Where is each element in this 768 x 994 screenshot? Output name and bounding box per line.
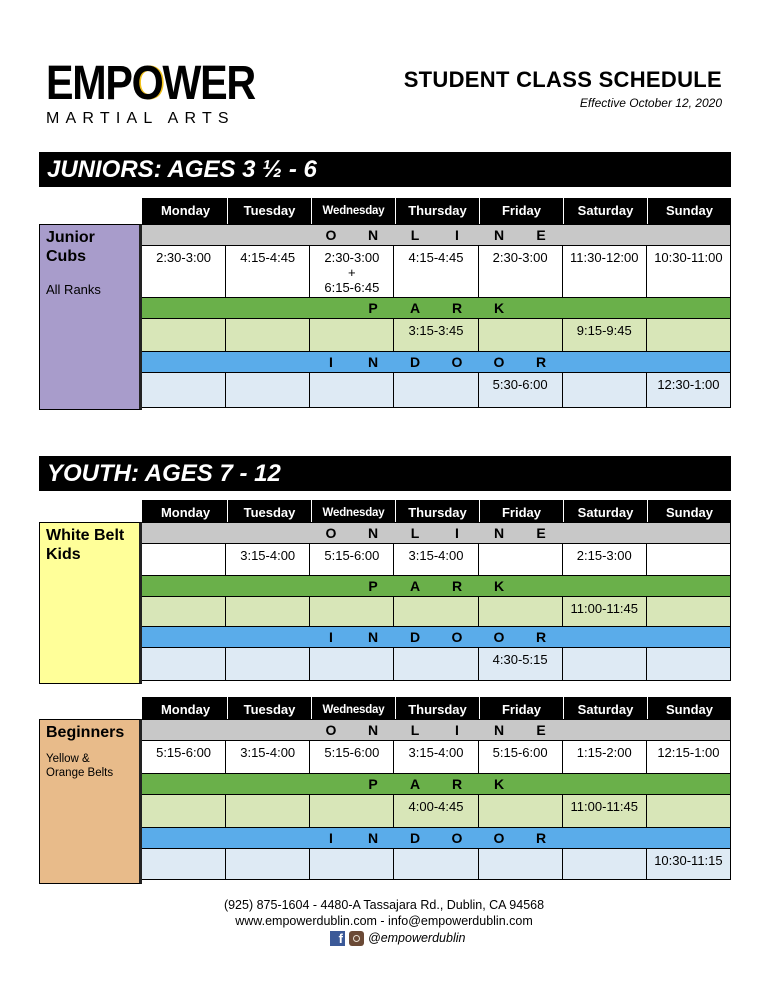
social-handle[interactable]: @empowerdublin (368, 931, 466, 945)
time-cell: 4:15-4:45 (393, 246, 477, 297)
time-cell: 2:30-3:00 (478, 246, 562, 297)
time-cell: 3:15-4:00 (393, 741, 477, 773)
time-cell: 1:15-2:00 (562, 741, 646, 773)
logo-wordmark: EMPOWER (46, 57, 255, 110)
time-cell (478, 597, 562, 626)
time-cell: 3:15-4:00 (393, 544, 477, 575)
class-label-junior-cubs (39, 224, 142, 410)
time-cell: 4:30-5:15 (478, 648, 562, 680)
time-cell: 12:30-1:00 (646, 373, 730, 407)
logo-tagline: MARTIAL ARTS (46, 110, 235, 127)
class-title: Cubs (46, 248, 86, 265)
day-header: Thursday (396, 198, 480, 224)
time-cell (478, 544, 562, 575)
time-cell: 11:30-12:00 (562, 246, 646, 297)
time-cell (142, 544, 225, 575)
time-cell: 12:15-1:00 (646, 741, 730, 773)
time-cell (646, 648, 730, 680)
time-cell (562, 373, 646, 407)
time-cell (309, 795, 393, 827)
indoor-bar: I N D O O R (142, 827, 730, 848)
schedule-grid (142, 224, 731, 408)
time-cell (309, 597, 393, 626)
class-title: White Belt (46, 527, 125, 544)
day-header: Wednesday (312, 697, 396, 723)
indoor-bar: I N D O O R (142, 626, 730, 647)
time-cell (393, 648, 477, 680)
time-cell: 11:00-11:45 (562, 597, 646, 626)
time-cell: 9:15-9:45 (562, 319, 646, 351)
time-cell (225, 319, 309, 351)
class-label-beginners (39, 719, 142, 884)
time-cell (478, 849, 562, 879)
time-cell (562, 648, 646, 680)
class-title: Kids (46, 546, 81, 563)
time-cell (646, 319, 730, 351)
class-subtitle: Orange Belts (46, 767, 114, 779)
day-header: Sunday (666, 702, 713, 717)
class-block-junior-cubs (39, 198, 731, 410)
time-cell (142, 849, 225, 879)
day-header: Friday (480, 697, 564, 723)
time-cell: 2:30-3:00 + 6:15-6:45 (309, 246, 393, 297)
section-banner-youth: YOUTH: AGES 7 - 12 (39, 456, 731, 491)
online-bar: O N L I N E (142, 522, 730, 543)
day-header: Sunday (666, 203, 713, 218)
time-cell (225, 849, 309, 879)
time-cell (393, 597, 477, 626)
park-bar: P A R K (142, 297, 730, 318)
time-cell: 2:30-3:00 (142, 246, 225, 297)
time-cell (142, 597, 225, 626)
park-row (142, 318, 730, 351)
time-cell (646, 597, 730, 626)
class-label-white-belt (39, 522, 142, 684)
day-header: Monday (144, 697, 228, 723)
time-cell: 5:15-6:00 (478, 741, 562, 773)
park-bar: P A R K (142, 773, 730, 794)
online-bar: O N L I N E (142, 719, 730, 740)
class-title: Junior (46, 229, 95, 246)
time-cell: 3:15-4:00 (225, 544, 309, 575)
time-cell (478, 795, 562, 827)
time-cell: 10:30-11:15 (646, 849, 730, 879)
time-cell: 2:15-3:00 (562, 544, 646, 575)
time-cell (225, 795, 309, 827)
day-header: Tuesday (228, 198, 312, 224)
indoor-bar: I N D O O R (142, 351, 730, 372)
online-row (142, 245, 730, 297)
online-row (142, 543, 730, 575)
time-cell (393, 373, 477, 407)
time-cell: 3:15-3:45 (393, 319, 477, 351)
time-cell (478, 319, 562, 351)
park-bar: P A R K (142, 575, 730, 596)
class-block-beginners (39, 697, 731, 884)
time-cell (646, 795, 730, 827)
day-header: Saturday (564, 500, 648, 526)
time-cell (225, 373, 309, 407)
footer-contact: (925) 875-1604 - 4480-A Tassajara Rd., Dublin, CA 94568 (223, 898, 545, 912)
indoor-row (142, 372, 730, 407)
time-cell (309, 849, 393, 879)
day-header: Friday (480, 198, 564, 224)
day-header: Thursday (396, 500, 480, 526)
time-cell (142, 373, 225, 407)
class-block-white-belt (39, 500, 731, 684)
empower-logo (46, 57, 270, 127)
time-cell: 5:15-6:00 (142, 741, 225, 773)
time-cell (393, 849, 477, 879)
day-header: Monday (144, 198, 228, 224)
page-title: STUDENT CLASS SCHEDULE (403, 67, 722, 92)
time-cell: 5:15-6:00 (309, 741, 393, 773)
time-cell (309, 648, 393, 680)
day-header: Tuesday (228, 697, 312, 723)
online-bar: O N L I N E (142, 224, 730, 245)
footer-social (330, 930, 465, 946)
indoor-row (142, 848, 730, 879)
day-header: Wednesday (312, 198, 396, 224)
time-cell: 11:00-11:45 (562, 795, 646, 827)
day-header: Wednesday (312, 500, 396, 526)
day-header: Friday (480, 500, 564, 526)
time-cell: 4:00-4:45 (393, 795, 477, 827)
footer-web-email: www.empowerdublin.com - info@empowerdublin.com (235, 914, 533, 928)
time-cell (309, 373, 393, 407)
day-header-row (142, 198, 731, 224)
park-row (142, 794, 730, 827)
time-cell (309, 319, 393, 351)
day-header: Thursday (396, 697, 480, 723)
time-cell: 4:15-4:45 (225, 246, 309, 297)
day-header: Saturday (564, 198, 648, 224)
time-cell (142, 319, 225, 351)
day-header: Sunday (666, 505, 713, 520)
time-cell: 5:15-6:00 (309, 544, 393, 575)
instagram-icon[interactable] (349, 931, 364, 946)
online-row (142, 740, 730, 773)
facebook-icon[interactable]: f (330, 931, 345, 946)
time-cell (646, 544, 730, 575)
class-subtitle: Yellow & (46, 753, 90, 765)
time-cell (225, 597, 309, 626)
time-cell (142, 795, 225, 827)
day-header: Saturday (564, 697, 648, 723)
schedule-grid (142, 522, 731, 681)
day-header: Monday (144, 500, 228, 526)
schedule-grid (142, 719, 731, 880)
day-header: Tuesday (228, 500, 312, 526)
time-cell (142, 648, 225, 680)
time-cell: 5:30-6:00 (478, 373, 562, 407)
effective-date: Effective October 12, 2020 (579, 96, 722, 110)
time-cell: 3:15-4:00 (225, 741, 309, 773)
time-cell (562, 849, 646, 879)
time-cell: 10:30-11:00 (646, 246, 730, 297)
section-banner-juniors: JUNIORS: AGES 3 ½ - 6 (39, 152, 731, 187)
park-row (142, 596, 730, 626)
class-title: Beginners (46, 724, 125, 741)
indoor-row (142, 647, 730, 680)
time-cell (225, 648, 309, 680)
class-subtitle: All Ranks (46, 282, 101, 297)
